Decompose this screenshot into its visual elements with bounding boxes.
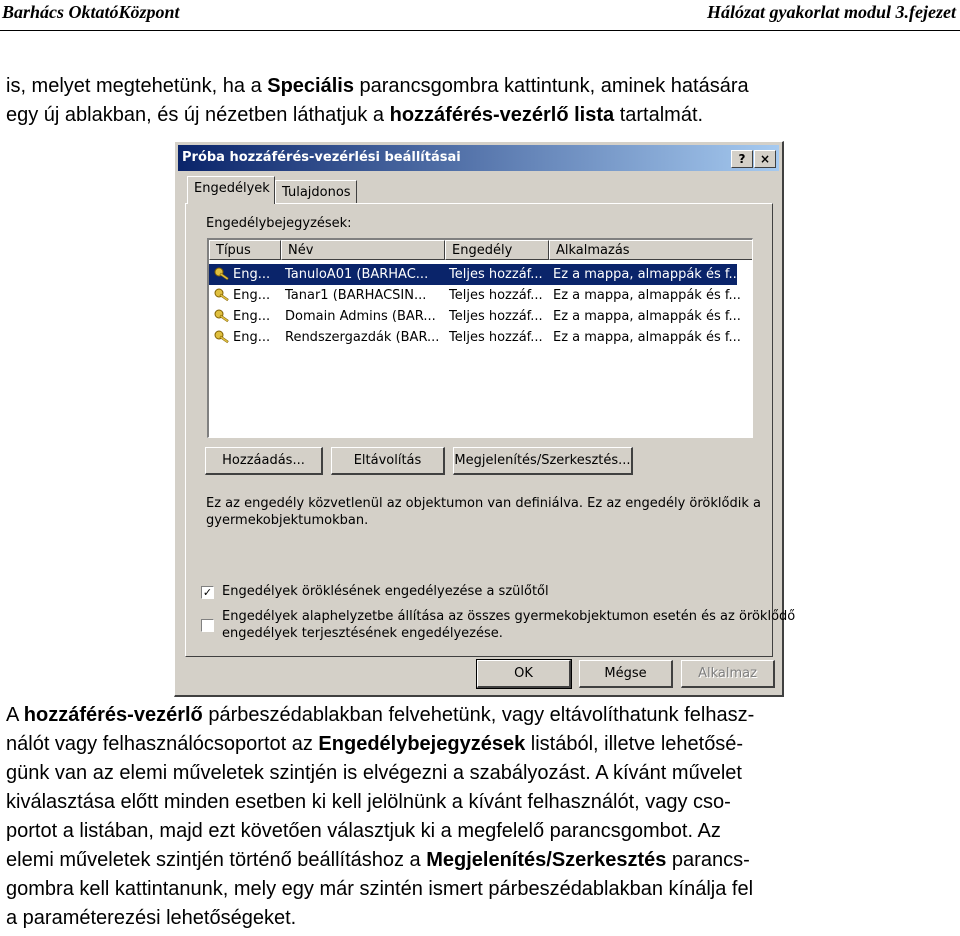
intro-text: is, melyet megtehetünk, ha a — [6, 75, 268, 97]
apply-button[interactable]: Alkalmaz — [681, 660, 775, 688]
header-right: Hálózat gyakorlat modul 3.fejezet — [707, 2, 956, 22]
cell-name: Rendszergazdák (BAR... — [285, 330, 440, 345]
cell-apply: Ez a mappa, almappák és f... — [553, 267, 741, 282]
tab-label: Tulajdonos — [282, 185, 351, 200]
reset-label-2: engedélyek terjesztésének engedélyezése. — [222, 626, 503, 641]
cell-type: Eng... — [233, 267, 271, 282]
body-line: gombra kell kattintanunk, mely egy már szintén ismert párbeszédablakban kínálja fel — [6, 878, 754, 900]
cell-permission: Teljes hozzáf... — [449, 288, 543, 303]
table-row[interactable] — [209, 327, 741, 348]
body-text: parancs- — [666, 849, 750, 871]
key-icon — [213, 329, 231, 345]
body-line: portot a listában, majd ezt követően választjuk ki a megfelelő parancsgombot. Az — [6, 820, 721, 842]
reset-label-1: Engedélyek alaphelyzetbe állítása az összes gyermekobjektumon esetén és az öröklődő — [222, 609, 796, 624]
remove-button[interactable]: Eltávolítás — [331, 447, 445, 475]
info-text-1: Ez az engedély közvetlenül az objektumon van definiálva. Ez az engedély öröklődik a — [206, 496, 761, 511]
cell-name: Tanar1 (BARHACSIN... — [285, 288, 427, 303]
list-label: Engedélybejegyzések: — [206, 216, 352, 231]
body-line — [6, 846, 954, 875]
body-text: nálót vagy felhasználócsoportot az — [6, 733, 319, 755]
cell-apply: Ez a mappa, almappák és f... — [553, 330, 741, 345]
tab-permissions[interactable] — [187, 176, 275, 204]
cell-type: Eng... — [233, 330, 271, 345]
intro-text: tartalmát. — [614, 104, 704, 126]
body-bold: Megjelenítés/Szerkesztés — [426, 849, 667, 871]
edit-button[interactable]: Megjelenítés/Szerkesztés... — [453, 447, 633, 475]
add-button[interactable]: Hozzáadás... — [205, 447, 323, 475]
ok-button[interactable]: OK — [477, 660, 571, 688]
cell-type: Eng... — [233, 288, 271, 303]
permission-list[interactable] — [207, 238, 753, 438]
header-left: Barhács OktatóKözpont — [2, 2, 180, 22]
column-header-name[interactable] — [281, 240, 445, 260]
body-line — [6, 701, 954, 730]
cell-name: Domain Admins (BAR... — [285, 309, 436, 324]
key-icon — [213, 287, 231, 303]
body-text: elemi műveletek szintjén történő beállításhoz a — [6, 849, 427, 871]
body-line: kiválasztása előtt minden esetben ki kell jelölnünk a kívánt felhasználót, vagy cso- — [6, 791, 731, 813]
key-icon — [213, 266, 231, 282]
tab-label: Engedélyek — [194, 181, 270, 196]
dialog-titlebar — [178, 145, 779, 171]
column-header-type[interactable] — [209, 240, 281, 260]
body-text: párbeszédablakban felvehetünk, vagy eltávolíthatunk felhasz- — [202, 704, 755, 726]
table-row[interactable] — [209, 285, 741, 306]
column-header-apply[interactable] — [549, 240, 753, 260]
body-bold: hozzáférés-vezérlő — [23, 704, 203, 726]
body-line: a paraméterezési lehetőségeket. — [6, 907, 297, 929]
intro-bold: Speciális — [267, 75, 354, 97]
column-header-permission[interactable] — [445, 240, 549, 260]
cell-apply: Ez a mappa, almappák és f... — [553, 288, 741, 303]
intro-paragraph — [6, 72, 954, 130]
help-icon[interactable]: ? — [731, 150, 753, 168]
cancel-button[interactable]: Mégse — [579, 660, 673, 688]
cell-permission: Teljes hozzáf... — [449, 330, 543, 345]
body-text: A — [6, 704, 24, 726]
cell-apply: Ez a mappa, almappák és f... — [553, 309, 741, 324]
cell-type: Eng... — [233, 309, 271, 324]
close-icon[interactable]: × — [754, 150, 776, 168]
tab-owner[interactable] — [275, 180, 357, 204]
body-text: listából, illetve lehetősé- — [525, 733, 744, 755]
inherit-label: Engedélyek öröklésének engedélyezése a szülőtől — [222, 584, 549, 599]
cell-permission: Teljes hozzáf... — [449, 309, 543, 324]
key-icon — [213, 308, 231, 324]
intro-text: egy új ablakban, és új nézetben láthatjuk a — [6, 104, 390, 126]
info-text-2: gyermekobjektumokban. — [206, 513, 369, 528]
body-line: günk van az elemi műveletek szintjén is elvégezni a szabályozást. A kívánt művelet — [6, 762, 742, 784]
column-label: Alkalmazás — [556, 243, 630, 258]
body-line — [6, 730, 954, 759]
body-paragraph — [6, 701, 954, 933]
inherit-checkbox[interactable]: ✓ — [202, 586, 213, 599]
acl-dialog — [174, 141, 796, 697]
page-header — [0, 0, 960, 31]
intro-bold: hozzáférés-vezérlő lista — [389, 104, 615, 126]
cell-permission: Teljes hozzáf... — [449, 267, 543, 282]
body-bold: Engedélybejegyzések — [318, 733, 526, 755]
dialog-title: Próba hozzáférés-vezérlési beállításai — [182, 150, 461, 165]
intro-text: parancsgombra kattintunk, aminek hatására — [353, 75, 749, 97]
table-row[interactable] — [209, 306, 741, 327]
reset-checkbox[interactable] — [201, 619, 214, 632]
table-row[interactable] — [209, 264, 741, 285]
cell-name: TanuloA01 (BARHAC... — [285, 267, 429, 282]
column-label: Típus — [216, 243, 251, 258]
column-label: Név — [288, 243, 314, 258]
column-label: Engedély — [452, 243, 513, 258]
